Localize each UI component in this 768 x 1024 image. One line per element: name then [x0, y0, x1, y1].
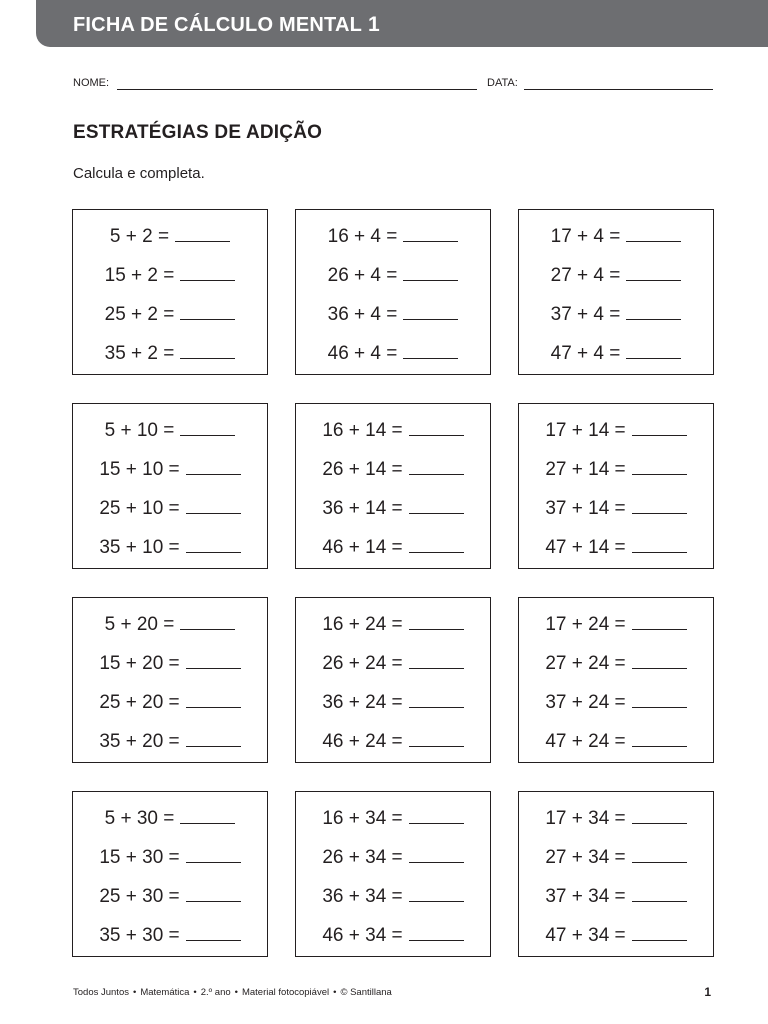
equation-text: 36 + 24 = — [322, 692, 403, 713]
equation-row — [519, 458, 713, 482]
footer-item: 2.º ano — [200, 987, 231, 998]
equation-text: 26 + 14 = — [322, 459, 403, 480]
equation-row — [73, 419, 267, 443]
answer-blank[interactable] — [180, 628, 235, 630]
equation-row — [519, 730, 713, 754]
exercise-box — [518, 209, 714, 375]
equation-text: 5 + 10 = — [104, 420, 175, 441]
exercise-box — [518, 403, 714, 569]
equation-row — [73, 303, 267, 327]
equation-text: 35 + 30 = — [99, 925, 180, 946]
footer-separator: • — [193, 987, 197, 998]
answer-blank[interactable] — [409, 939, 464, 941]
equation-text: 36 + 4 = — [327, 304, 398, 325]
equation-row — [73, 536, 267, 560]
date-label: DATA: — [487, 77, 518, 89]
equation-row — [73, 497, 267, 521]
equation-text: 27 + 14 = — [545, 459, 626, 480]
answer-blank[interactable] — [186, 939, 241, 941]
name-field[interactable] — [117, 89, 477, 90]
answer-blank[interactable] — [632, 939, 687, 941]
answer-blank[interactable] — [626, 279, 681, 281]
equation-text: 26 + 24 = — [322, 653, 403, 674]
equation-row — [73, 342, 267, 366]
answer-blank[interactable] — [409, 628, 464, 630]
equation-row — [296, 652, 490, 676]
answer-blank[interactable] — [186, 512, 241, 514]
equation-row — [519, 924, 713, 948]
footer-item: Matemática — [140, 987, 190, 998]
answer-blank[interactable] — [409, 473, 464, 475]
answer-blank[interactable] — [626, 357, 681, 359]
equation-text: 47 + 24 = — [545, 731, 626, 752]
equation-text: 15 + 20 = — [99, 653, 180, 674]
equation-row — [296, 342, 490, 366]
equation-row — [73, 730, 267, 754]
answer-blank[interactable] — [409, 434, 464, 436]
exercise-box — [295, 209, 491, 375]
equation-row — [73, 885, 267, 909]
equation-text: 36 + 34 = — [322, 886, 403, 907]
answer-blank[interactable] — [409, 745, 464, 747]
answer-blank[interactable] — [175, 240, 230, 242]
answer-blank[interactable] — [409, 667, 464, 669]
equation-text: 16 + 4 = — [327, 226, 398, 247]
exercise-box — [72, 791, 268, 957]
equation-text: 17 + 14 = — [545, 420, 626, 441]
answer-blank[interactable] — [626, 240, 681, 242]
equation-row — [73, 264, 267, 288]
instruction-text: Calcula e completa. — [73, 165, 205, 182]
answer-blank[interactable] — [409, 512, 464, 514]
footer-separator: • — [234, 987, 238, 998]
equation-row — [73, 458, 267, 482]
equation-text: 47 + 14 = — [545, 537, 626, 558]
equation-text: 25 + 2 = — [104, 304, 175, 325]
equation-row — [296, 458, 490, 482]
answer-blank[interactable] — [403, 357, 458, 359]
footer-item: Todos Juntos — [73, 987, 129, 998]
equation-text: 35 + 20 = — [99, 731, 180, 752]
equation-row — [519, 536, 713, 560]
equation-text: 16 + 24 = — [322, 614, 403, 635]
equation-text: 25 + 30 = — [99, 886, 180, 907]
equation-text: 5 + 20 = — [104, 614, 175, 635]
answer-blank[interactable] — [409, 706, 464, 708]
footer-separator: • — [132, 987, 137, 998]
equation-text: 47 + 4 = — [550, 343, 621, 364]
equation-row — [519, 342, 713, 366]
equation-text: 17 + 34 = — [545, 808, 626, 829]
equation-text: 26 + 4 = — [327, 265, 398, 286]
equation-row — [296, 536, 490, 560]
answer-blank[interactable] — [409, 861, 464, 863]
answer-blank[interactable] — [409, 822, 464, 824]
section-title: ESTRATÉGIAS DE ADIÇÃO — [73, 122, 323, 143]
equation-text: 37 + 34 = — [545, 886, 626, 907]
answer-blank[interactable] — [186, 900, 241, 902]
answer-blank[interactable] — [403, 279, 458, 281]
exercise-box — [72, 403, 268, 569]
equation-text: 46 + 24 = — [322, 731, 403, 752]
answer-blank[interactable] — [186, 551, 241, 553]
answer-blank[interactable] — [632, 900, 687, 902]
answer-blank[interactable] — [632, 822, 687, 824]
worksheet-title — [73, 13, 380, 37]
answer-blank[interactable] — [180, 318, 235, 320]
equation-text: 36 + 14 = — [322, 498, 403, 519]
exercise-box — [295, 791, 491, 957]
answer-blank[interactable] — [186, 745, 241, 747]
answer-blank[interactable] — [632, 745, 687, 747]
equation-text: 17 + 24 = — [545, 614, 626, 635]
answer-blank[interactable] — [403, 240, 458, 242]
equation-text: 35 + 2 = — [104, 343, 175, 364]
equation-row — [73, 691, 267, 715]
answer-blank[interactable] — [180, 822, 235, 824]
equation-text: 27 + 34 = — [545, 847, 626, 868]
equation-row — [519, 652, 713, 676]
equation-text: 47 + 34 = — [545, 925, 626, 946]
equation-row — [519, 225, 713, 249]
answer-blank[interactable] — [409, 551, 464, 553]
equation-row — [519, 885, 713, 909]
equation-text: 15 + 2 = — [104, 265, 175, 286]
equation-row — [296, 419, 490, 443]
answer-blank[interactable] — [180, 279, 235, 281]
equation-text: 25 + 20 = — [99, 692, 180, 713]
equation-row — [519, 419, 713, 443]
worksheet-number: 1 — [368, 13, 380, 36]
equation-row — [73, 225, 267, 249]
footer-item: © Santillana — [340, 987, 392, 998]
answer-blank[interactable] — [626, 318, 681, 320]
answer-blank[interactable] — [409, 900, 464, 902]
exercise-grid — [72, 209, 714, 957]
equation-row — [519, 264, 713, 288]
equation-text: 27 + 4 = — [550, 265, 621, 286]
equation-text: 46 + 14 = — [322, 537, 403, 558]
equation-text: 35 + 10 = — [99, 537, 180, 558]
answer-blank[interactable] — [632, 473, 687, 475]
equation-row — [519, 807, 713, 831]
equation-row — [73, 652, 267, 676]
equation-row — [296, 807, 490, 831]
equation-row — [73, 846, 267, 870]
equation-text: 26 + 34 = — [322, 847, 403, 868]
equation-row — [73, 807, 267, 831]
date-field[interactable] — [524, 89, 713, 90]
exercise-box — [295, 597, 491, 763]
answer-blank[interactable] — [632, 628, 687, 630]
equation-text: 37 + 14 = — [545, 498, 626, 519]
equation-row — [296, 225, 490, 249]
answer-blank[interactable] — [186, 861, 241, 863]
equation-row — [296, 303, 490, 327]
equation-row — [519, 303, 713, 327]
equation-text: 27 + 24 = — [545, 653, 626, 674]
page-number: 1 — [704, 985, 711, 999]
equation-text: 37 + 4 = — [550, 304, 621, 325]
equation-text: 25 + 10 = — [99, 498, 180, 519]
equation-row — [296, 691, 490, 715]
equation-text: 5 + 30 = — [104, 808, 175, 829]
footer-credits — [73, 987, 392, 998]
answer-blank[interactable] — [186, 706, 241, 708]
exercise-box — [72, 597, 268, 763]
exercise-box — [72, 209, 268, 375]
equation-row — [296, 613, 490, 637]
answer-blank[interactable] — [403, 318, 458, 320]
equation-text: 46 + 4 = — [327, 343, 398, 364]
answer-blank[interactable] — [632, 667, 687, 669]
equation-row — [519, 691, 713, 715]
answer-blank[interactable] — [632, 551, 687, 553]
answer-blank[interactable] — [186, 473, 241, 475]
equation-text: 16 + 14 = — [322, 420, 403, 441]
equation-text: 17 + 4 = — [550, 226, 621, 247]
answer-blank[interactable] — [632, 706, 687, 708]
answer-blank[interactable] — [180, 434, 235, 436]
worksheet-title-text: FICHA DE CÁLCULO MENTAL — [73, 14, 363, 36]
equation-row — [296, 885, 490, 909]
footer-item: Material fotocopiável — [241, 987, 330, 998]
answer-blank[interactable] — [632, 512, 687, 514]
answer-blank[interactable] — [632, 861, 687, 863]
equation-text: 37 + 24 = — [545, 692, 626, 713]
equation-row — [73, 924, 267, 948]
equation-text: 15 + 10 = — [99, 459, 180, 480]
equation-row — [296, 497, 490, 521]
equation-row — [73, 613, 267, 637]
equation-row — [296, 264, 490, 288]
exercise-box — [295, 403, 491, 569]
name-label: NOME: — [73, 77, 110, 89]
equation-text: 46 + 34 = — [322, 925, 403, 946]
answer-blank[interactable] — [180, 357, 235, 359]
equation-row — [296, 730, 490, 754]
equation-row — [519, 497, 713, 521]
equation-text: 5 + 2 = — [109, 226, 170, 247]
equation-text: 15 + 30 = — [99, 847, 180, 868]
answer-blank[interactable] — [186, 667, 241, 669]
equation-row — [519, 846, 713, 870]
equation-row — [296, 846, 490, 870]
equation-row — [519, 613, 713, 637]
equation-row — [296, 924, 490, 948]
footer-separator: • — [333, 987, 337, 998]
exercise-box — [518, 597, 714, 763]
exercise-box — [518, 791, 714, 957]
answer-blank[interactable] — [632, 434, 687, 436]
equation-text: 16 + 34 = — [322, 808, 403, 829]
